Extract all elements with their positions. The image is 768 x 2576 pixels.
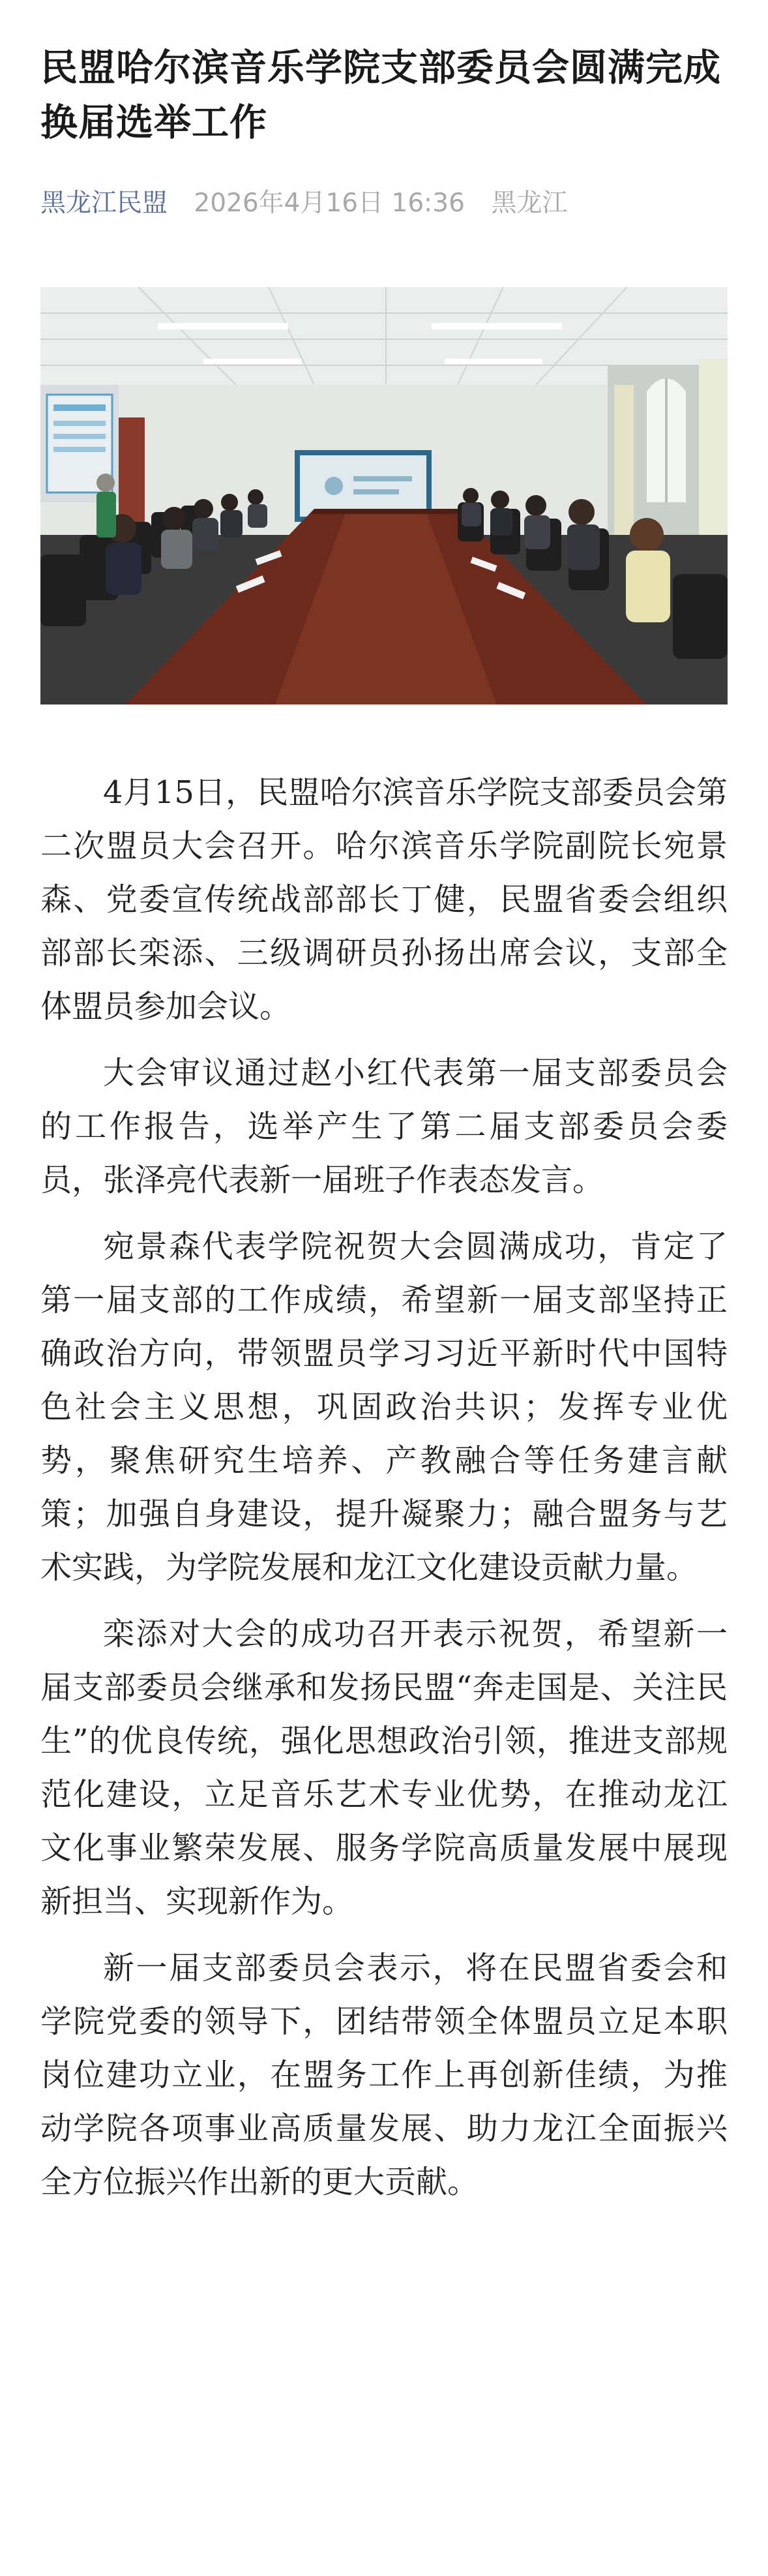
article-title: 民盟哈尔滨音乐学院支部委员会圆满完成换届选举工作 [40, 46, 721, 144]
paragraph-2: 大会审议通过赵小红代表第一届支部委员会的工作报告，选举产生了第二届支部委员会委员，张泽亮代表新一届班子作表态发言。 [40, 1055, 728, 1198]
meeting-room-photo[interactable] [40, 287, 728, 705]
meeting-photo-illustration [40, 287, 728, 705]
article-body [40, 766, 728, 2222]
publish-location: 黑龙江 [491, 189, 568, 218]
account-name-link[interactable]: 黑龙江民盟 [40, 189, 168, 218]
publish-time: 2026年4月16日 16:36 [194, 189, 465, 218]
paragraph-4: 栾添对大会的成功召开表示祝贺，希望新一届支部委员会继承和发扬民盟“奔走国是、关注民生”的优良传统，强化思想政治引领，推进支部规范化建设，立足音乐艺术专业优势，在推动龙江文化事业繁荣发展、服务学院高质量发展中展现新担当、实现新作为。 [40, 1616, 728, 1920]
paragraph-1: 4月15日，民盟哈尔滨音乐学院支部委员会第二次盟员大会召开。哈尔滨音乐学院副院长宛景森、党委宣传统战部部长丁健，民盟省委会组织部部长栾添、三级调研员孙扬出席会议，支部全体盟员参加会议。 [40, 774, 728, 1025]
paragraph-5: 新一届支部委员会表示，将在民盟省委会和学院党委的领导下，团结带领全体盟员立足本职岗位建功立业，在盟务工作上再创新佳绩，为推动学院各项事业高质量发展、助力龙江全面振兴全方位振兴作出新的更大贡献。 [40, 1950, 728, 2200]
paragraph-3: 宛景森代表学院祝贺大会圆满成功，肯定了第一届支部的工作成绩，希望新一届支部坚持正确政治方向，带领盟员学习习近平新时代中国特色社会主义思想，巩固政治共识；发挥专业优势，聚焦研究生培养、产教融合等任务建言献策；加强自身建设，提升凝聚力；融合盟务与艺术实践，为学院发展和龙江文化建设贡献力量。 [40, 1228, 728, 1586]
article-meta [40, 185, 567, 222]
